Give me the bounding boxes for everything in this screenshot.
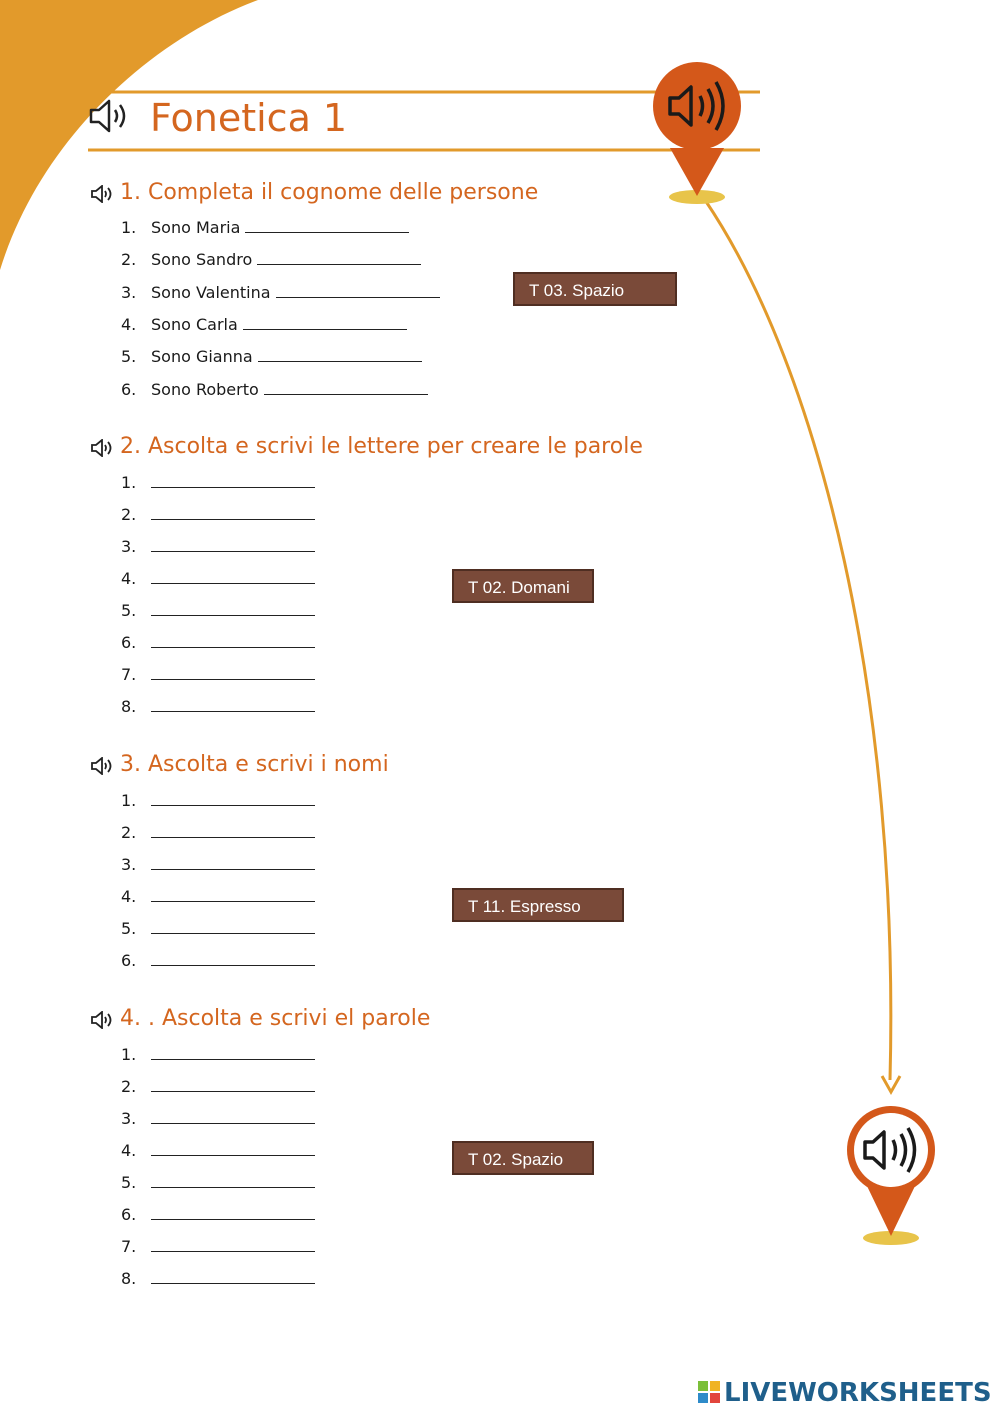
- item-number: 4.: [121, 315, 137, 334]
- page-title: Fonetica 1: [150, 96, 348, 140]
- list-item: [121, 380, 428, 399]
- item-number: 7.: [121, 1237, 137, 1256]
- list-item: [121, 1269, 315, 1288]
- list-item: [121, 218, 409, 237]
- item-number: 5.: [121, 919, 137, 938]
- item-number: 5.: [121, 347, 137, 366]
- audio-button[interactable]: T 02. Spazio: [452, 1141, 594, 1175]
- item-number: 1.: [121, 1045, 137, 1064]
- answer-blank[interactable]: [245, 218, 409, 233]
- answer-blank[interactable]: [151, 1077, 315, 1092]
- section-title: 3. Ascolta e scrivi i nomi: [120, 752, 389, 777]
- item-number: 5.: [121, 1173, 137, 1192]
- item-text: Sono Sandro: [151, 250, 253, 269]
- audio-button[interactable]: T 11. Espresso: [452, 888, 624, 922]
- item-number: 2.: [121, 1077, 137, 1096]
- list-item: [121, 250, 421, 269]
- section-title: 4. . Ascolta e scrivi el parole: [120, 1006, 431, 1031]
- item-number: 2.: [121, 250, 137, 269]
- speaker-icon: [88, 98, 130, 134]
- liveworksheets-logo-icon: [698, 1381, 720, 1403]
- list-item: [121, 791, 315, 810]
- answer-blank[interactable]: [151, 665, 315, 680]
- answer-blank[interactable]: [264, 380, 428, 395]
- item-number: 2.: [121, 823, 137, 842]
- answer-blank[interactable]: [151, 569, 315, 584]
- item-number: 3.: [121, 283, 137, 302]
- item-number: 6.: [121, 1205, 137, 1224]
- item-number: 4.: [121, 887, 137, 906]
- speaker-icon: [90, 439, 114, 457]
- item-number: 8.: [121, 697, 137, 716]
- answer-blank[interactable]: [151, 1237, 315, 1252]
- answer-blank[interactable]: [151, 1205, 315, 1220]
- section-title: 1. Completa il cognome delle persone: [120, 180, 539, 205]
- list-item: [121, 569, 315, 588]
- item-text: Sono Valentina: [151, 283, 271, 302]
- answer-blank[interactable]: [151, 951, 315, 966]
- speaker-icon: [90, 1011, 114, 1029]
- item-text: Sono Gianna: [151, 347, 253, 366]
- item-number: 6.: [121, 380, 137, 399]
- answer-blank[interactable]: [151, 473, 315, 488]
- item-number: 1.: [121, 473, 137, 492]
- item-number: 5.: [121, 601, 137, 620]
- item-number: 1.: [121, 218, 137, 237]
- answer-blank[interactable]: [151, 1109, 315, 1124]
- answer-blank[interactable]: [151, 1269, 315, 1284]
- item-number: 4.: [121, 569, 137, 588]
- list-item: [121, 1045, 315, 1064]
- item-text: Sono Maria: [151, 218, 241, 237]
- item-number: 8.: [121, 1269, 137, 1288]
- list-item: [121, 601, 315, 620]
- curved-arrow: [705, 200, 891, 1080]
- map-pin-speaker-icon[interactable]: [650, 58, 746, 208]
- answer-blank[interactable]: [151, 697, 315, 712]
- item-number: 6.: [121, 951, 137, 970]
- answer-blank[interactable]: [151, 823, 315, 838]
- item-number: 3.: [121, 537, 137, 556]
- list-item: [121, 1237, 315, 1256]
- answer-blank[interactable]: [151, 887, 315, 902]
- answer-blank[interactable]: [151, 1173, 315, 1188]
- answer-blank[interactable]: [151, 791, 315, 806]
- list-item: [121, 473, 315, 492]
- answer-blank[interactable]: [151, 505, 315, 520]
- section-title: 2. Ascolta e scrivi le lettere per creare le parole: [120, 434, 643, 459]
- list-item: [121, 633, 315, 652]
- audio-button[interactable]: T 02. Domani: [452, 569, 594, 603]
- item-number: 7.: [121, 665, 137, 684]
- list-item: [121, 1109, 315, 1128]
- item-number: 2.: [121, 505, 137, 524]
- list-item: [121, 283, 440, 302]
- answer-blank[interactable]: [151, 537, 315, 552]
- item-number: 3.: [121, 855, 137, 874]
- item-number: 6.: [121, 633, 137, 652]
- speaker-icon: [90, 185, 114, 203]
- item-text: Sono Roberto: [151, 380, 259, 399]
- item-number: 4.: [121, 1141, 137, 1160]
- list-item: [121, 855, 315, 874]
- answer-blank[interactable]: [151, 855, 315, 870]
- list-item: [121, 537, 315, 556]
- answer-blank[interactable]: [258, 347, 422, 362]
- list-item: [121, 1141, 315, 1160]
- list-item: [121, 823, 315, 842]
- list-item: [121, 1205, 315, 1224]
- answer-blank[interactable]: [151, 1045, 315, 1060]
- list-item: [121, 951, 315, 970]
- answer-blank[interactable]: [257, 250, 421, 265]
- item-text: Sono Carla: [151, 315, 238, 334]
- list-item: [121, 1077, 315, 1096]
- list-item: [121, 505, 315, 524]
- list-item: [121, 697, 315, 716]
- answer-blank[interactable]: [243, 315, 407, 330]
- answer-blank[interactable]: [151, 601, 315, 616]
- speaker-icon: [90, 757, 114, 775]
- audio-button[interactable]: T 03. Spazio: [513, 272, 677, 306]
- answer-blank[interactable]: [151, 1141, 315, 1156]
- brand-wordmark[interactable]: LIVEWORKSHEETS: [724, 1378, 992, 1408]
- map-pin-speaker-icon-bottom[interactable]: [845, 1104, 937, 1250]
- list-item: [121, 315, 407, 334]
- answer-blank[interactable]: [276, 283, 440, 298]
- answer-blank[interactable]: [151, 919, 315, 934]
- list-item: [121, 887, 315, 906]
- list-item: [121, 347, 422, 366]
- item-number: 1.: [121, 791, 137, 810]
- list-item: [121, 1173, 315, 1192]
- list-item: [121, 919, 315, 938]
- answer-blank[interactable]: [151, 633, 315, 648]
- item-number: 3.: [121, 1109, 137, 1128]
- list-item: [121, 665, 315, 684]
